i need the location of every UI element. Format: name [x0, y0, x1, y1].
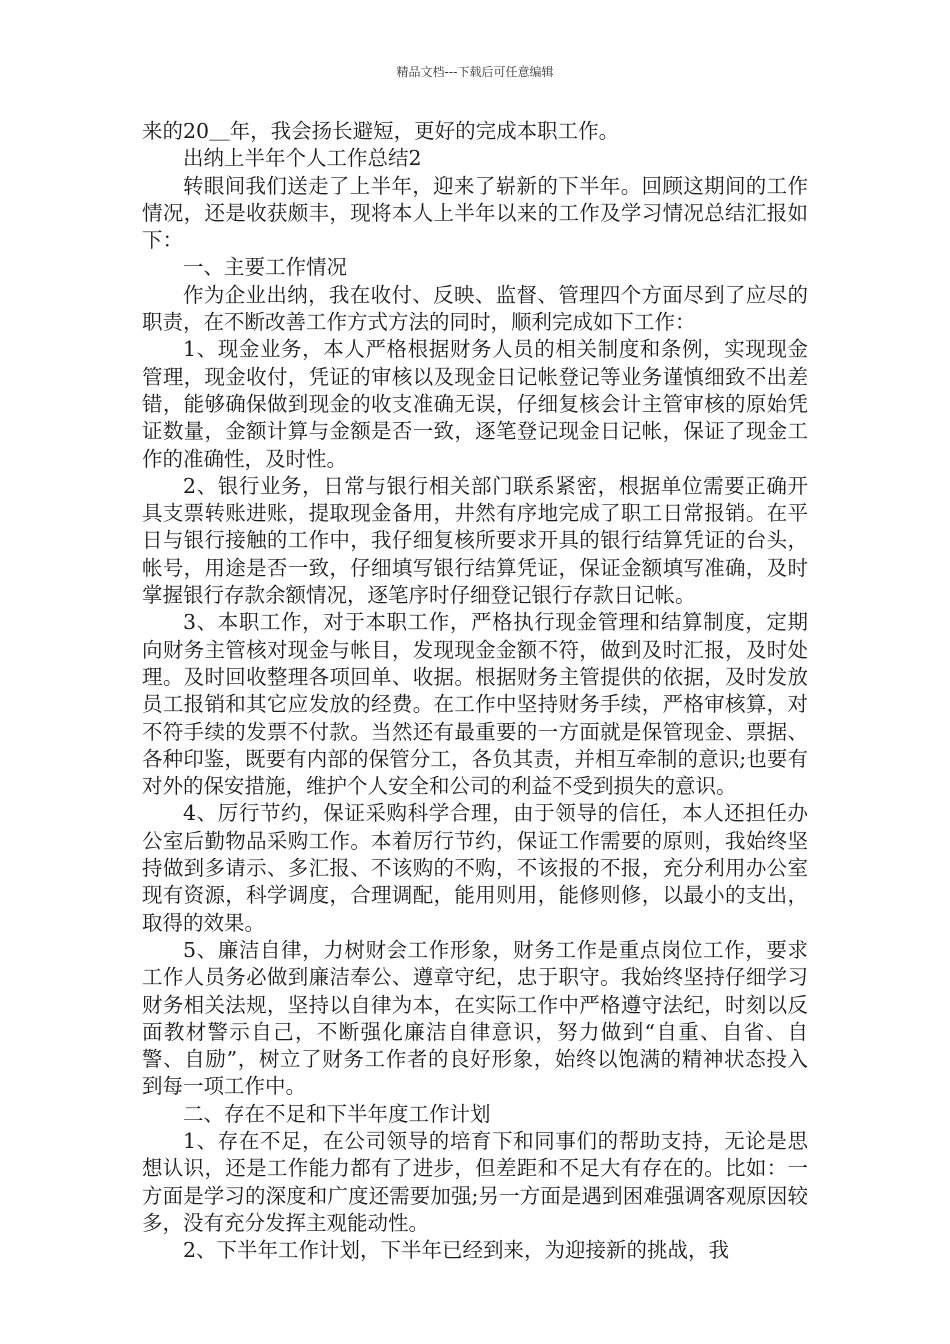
paragraph-role: 作为企业出纳，我在收付、反映、监督、管理四个方面尽到了应尽的职责，在不断改善工作方式方法的同时，顺利完成如下工作：	[142, 282, 808, 335]
paragraph-item-3: 3、本职工作，对于本职工作，严格执行现金管理和结算制度，定期向财务主管核对现金与帐目，发现现金金额不符，做到及时汇报，及时处理。及时回收整理各项回单、收据。根据财务主管提供的依据，及时发放员工报销和其它应发放的经费。在工作中坚持财务手续，严格审核算，对不符手续的发票不付款。当然还有最重要的一方面就是保管现金、票据、各种印鉴，既要有内部的保管分工，各负其责，并相互牵制的意识;也要有对外的保安措施，维护个人安全和公司的利益不受到损失的意识。	[142, 610, 808, 799]
page-header: 精品文档---下载后可任意编辑	[396, 65, 554, 79]
paragraph-item-5: 5、廉洁自律，力树财会工作形象，财务工作是重点岗位工作，要求工作人员务必做到廉洁奉公、遵章守纪，忠于职守。我始终坚持仔细学习财务相关法规，坚持以自律为本，在实际工作中严格遵守法纪，时刻以反面教材警示自己，不断强化廉洁自律意识，努力做到“自重、自省、自警、自励”，树立了财务工作者的良好形象，始终以饱满的精神状态投入到每一项工作中。	[142, 937, 808, 1099]
heading-shortcomings: 二、存在不足和下半年度工作计划	[183, 1101, 491, 1126]
paragraph-shortcomings: 1、存在不足，在公司领导的培育下和同事们的帮助支持，无论是思想认识，还是工作能力都有了进步，但差距和不足大有存在的。比如：一方面是学习的深度和广度还需要加强;另一方面是遇到困难强调客观原因较多，没有充分发挥主观能动性。	[142, 1128, 808, 1235]
paragraph-plan: 2、下半年工作计划，下半年已经到来，为迎接新的挑战，我	[183, 1238, 730, 1263]
paragraph-item-4: 4、厉行节约，保证采购科学合理，由于领导的信任，本人还担任办公室后勤物品采购工作。本着厉行节约，保证工作需要的原则，我始终坚持做到多请示、多汇报、不该购的不购，不该报的不报，充分利用办公室现有资源，科学调度，合理调配，能用则用，能修则修，以最小的支出，取得的效果。	[142, 801, 808, 935]
paragraph-intro: 转眼间我们送走了上半年，迎来了崭新的下半年。回顾这期间的工作情况，还是收获颇丰，现将本人上半年以来的工作及学习情况总结汇报如下：	[142, 173, 808, 253]
heading-main-work: 一、主要工作情况	[183, 255, 347, 280]
paragraph-item-1: 1、现金业务，本人严格根据财务人员的相关制度和条例，实现现金管理，现金收付，凭证的审核以及现金日记帐登记等业务谨慎细致不出差错，能够确保做到现金的收支准确无误，仔细复核会计主管审核的原始凭证数量，金额计算与金额是否一致，逐笔登记现金日记帐，保证了现金工作的准确性，及时性。	[142, 337, 808, 471]
paragraph-item-2: 2、银行业务，日常与银行相关部门联系紧密，根据单位需要正确开具支票转账进账，提取现金备用，井然有序地完成了职工日常报销。在平日与银行接触的工作中，我仔细复核所要求开具的银行结算凭证的台头，帐号，用途是否一致，仔细填写银行结算凭证，保证金额填写准确，及时掌握银行存款余额情况，逐笔序时仔细登记银行存款日记帐。	[142, 473, 808, 608]
section-title: 出纳上半年个人工作总结2	[183, 146, 422, 171]
paragraph-closing-line: 来的20＿年，我会扬长避短，更好的完成本职工作。	[142, 119, 620, 143]
document-body	[142, 118, 808, 1264]
